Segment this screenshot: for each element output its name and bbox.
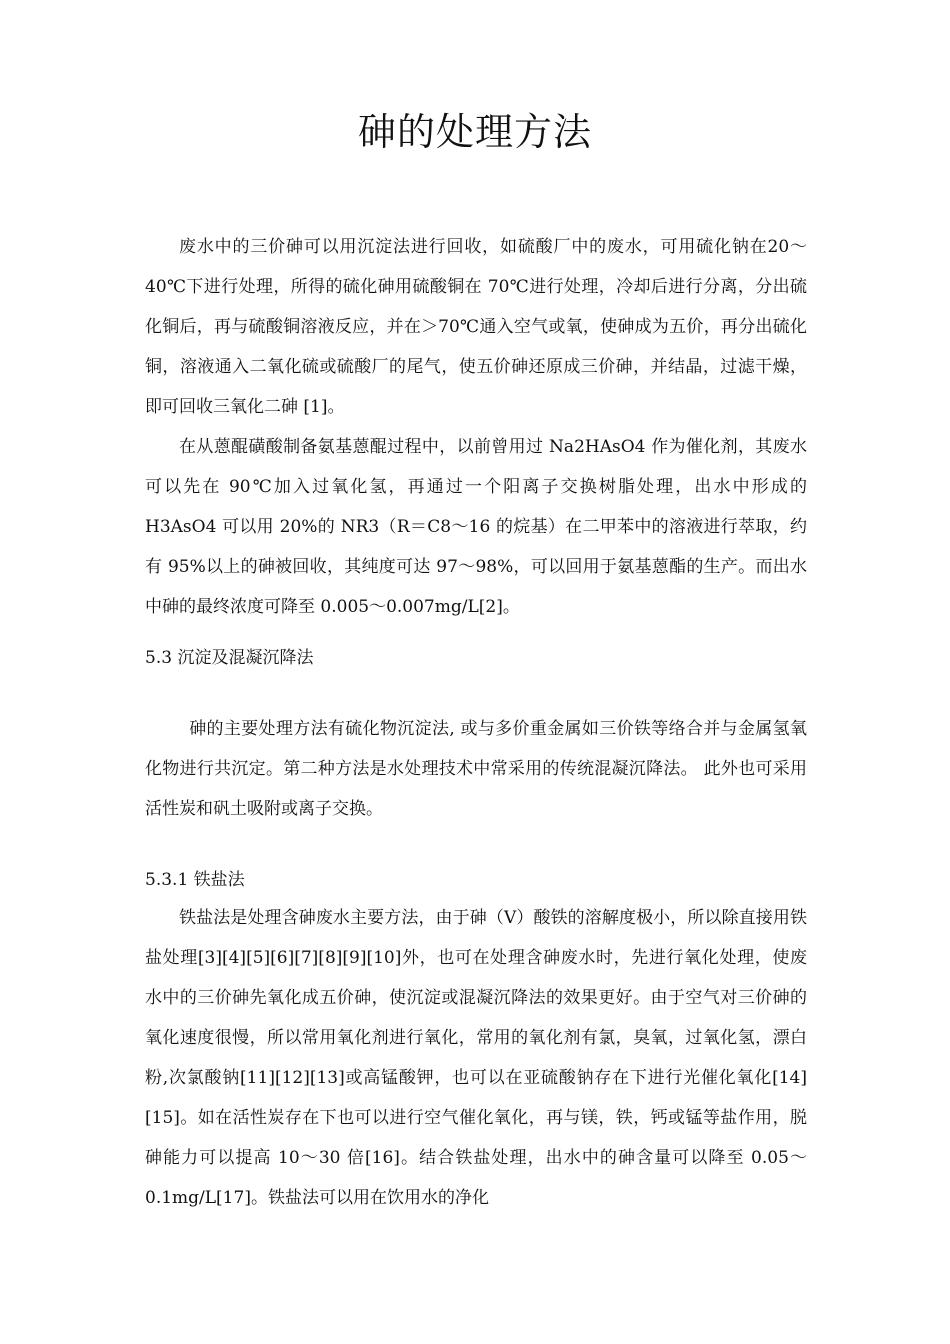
page-title: 砷的处理方法 bbox=[357, 110, 592, 154]
section-heading-5-3: 5.3 沉淀及混凝沉降法 bbox=[145, 648, 314, 668]
intro-paragraph-1: 废水中的三价砷可以用沉淀法进行回收，如硫酸厂中的废水，可用硫化钠在20～40℃下进行处理，所得的硫化砷用硫酸铜在 70℃进行处理，冷却后进行分离，分出硫化铜后，再与硫酸铜溶液反应，并在＞70℃通入空气或氧，使砷成为五价，再分出硫化铜，溶液通入二氧化硫或硫酸厂的尾气，使五价砷还原成三价砷，并结晶，过滤干燥，即可回收三氧化二砷 [1]。 bbox=[145, 237, 807, 417]
intro-section bbox=[145, 227, 807, 627]
section-5-3-1-paragraph: 铁盐法是处理含砷废水主要方法，由于砷（V）酸铁的溶解度极小，所以除直接用铁盐处理[3][4][5][6][7][8][9][10]外，也可在处理含砷废水时，先进行氧化处理，使废水中的三价砷先氧化成五价砷，使沉淀或混凝沉降法的效果更好。由于空气对三价砷的氧化速度很慢，所以常用氧化剂进行氧化，常用的氧化剂有氯，臭氧，过氧化氢，漂白粉,次氯酸钠[11][12][13]或高锰酸钾，也可以在亚硫酸钠存在下进行光催化氧化[14][15]。如在活性炭存在下也可以进行空气催化氧化，再与镁，铁，钙或锰等盐作用，脱砷能力可以提高 10～30 倍[16]。结合铁盐处理，出水中的砷含量可以降至 0.05～0.1mg/L[17]。铁盐法可以用在饮用水的净化 bbox=[145, 908, 807, 1208]
section-heading-5-3-1: 5.3.1 铁盐法 bbox=[145, 870, 245, 890]
section-5-3-paragraph: 砷的主要处理方法有硫化物沉淀法, 或与多价重金属如三价铁等络合并与金属氢氧化物进行共沉定。第二种方法是水处理技术中常采用的传统混凝沉降法。 此外也可采用活性炭和矾土吸附或离子交换。 bbox=[145, 719, 807, 819]
section-5-3-1-body bbox=[145, 898, 807, 1218]
section-5-3-body bbox=[145, 709, 807, 829]
intro-paragraph-2: 在从蒽醌磺酸制备氨基蒽醌过程中，以前曾用过 Na2HAsO4 作为催化剂，其废水可以先在 90℃加入过氧化氢，再通过一个阳离子交换树脂处理，出水中形成的 H3AsO4 可以用 20%的 NR3（R＝C8～16 的烷基）在二甲苯中的溶液进行萃取，约有 95%以上的砷被回收，其纯度可达 97～98%，可以回用于氨基蒽酯的生产。而出水中砷的最终浓度可降至 0.005～0.007mg/L[2]。 bbox=[145, 437, 807, 617]
